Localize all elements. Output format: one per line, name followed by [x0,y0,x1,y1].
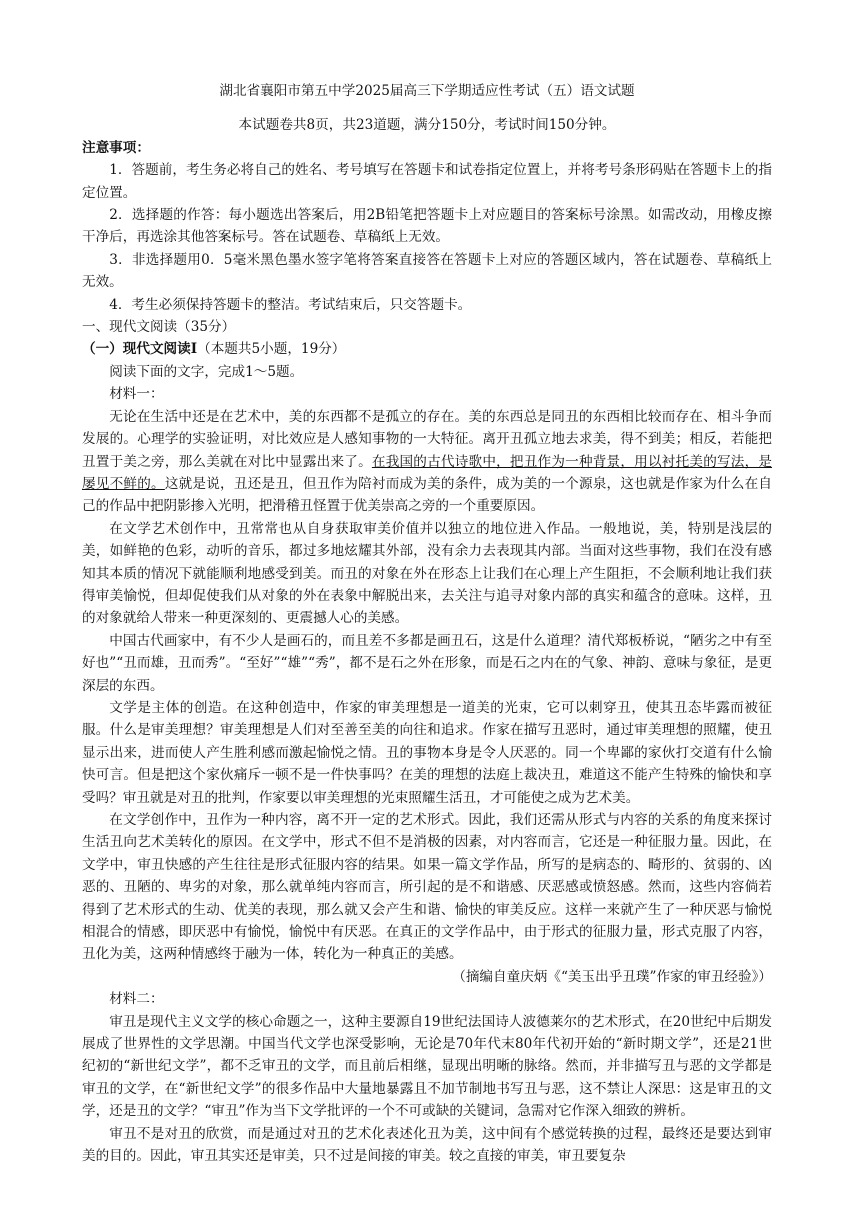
material-1-paragraph-4: 文学是主体的创造。在这种创造中，作家的审美理想是一道美的光束，它可以刺穿丑，使其丑态毕露而被征服。什么是审美理想？审美理想是人们对至善至美的向往和追求。作家在描写丑恶时，通过审美理想的照耀，使丑显示出来，进而使人产生胜利感而激起愉悦之情。丑的事物本身是令人厌恶的。同一个卑鄙的家伙打交道有什么愉快可言。但是把这个家伙痛斥一顿不是一件快事吗？在美的理想的法庭上裁决丑，难道这不能产生特殊的愉快和享受吗？审丑就是对丑的批判，作家要以审美理想的光束照耀生活丑，才可能使之成为艺术美。 [82,699,772,806]
material-1-paragraph-2: 在文学艺术创作中，丑常常也从自身获取审美价值并以独立的地位进入作品。一般地说，美，特别是浅层的美，如鲜艳的色彩，动听的音乐，都过多地炫耀其外部，没有余力去表现其内部。当面对这些事物，我们在没有感知其本质的情况下就能顺利地感受到美。而丑的对象在外在形态上让我们在心理上产生阻拒，不会顺利地让我们获得审美愉悦，但却促使我们从对象的外在表象中解脱出来，去关注与追寻对象内部的真实和蕴含的意味。这样，丑的对象就给人带来一种更深刻的、更震撼人心的美感。 [82,520,772,627]
notice-item-1: 1．答题前，考生务必将自己的姓名、考号填写在答题卡和试卷指定位置上，并将考号条形码贴在答题卡上的指定位置。 [82,162,772,201]
material-1-paragraph-5: 在文学创作中，丑作为一种内容，离不开一定的艺术形式。因此，我们还需从形式与内容的关系的角度来探讨生活丑向艺术美转化的原因。在文学中，形式不但不是消极的因素，对内容而言，它还是一种征服力量。因此，在文学中，审丑快感的产生往往是形式征服内容的结果。如果一篇文学作品，所写的是病态的、畸形的、贫弱的、凶恶的、丑陋的、卑劣的对象，那么就单纯内容而言，所引起的是不和谐感、厌恶感或愤怒感。然而，这些内容倘若得到了艺术形式的生动、优美的表现，那么就又会产生和谐、愉快的审美反应。这样一来就产生了一种厌恶与愉悦相混合的情感，即厌恶中有愉悦，愉悦中有厌恶。在真正的文学作品中，由于形式的征服力量，形式克服了内容，丑化为美，这两种情感终于融为一体，转化为一种真正的美感。 [82,812,772,963]
section-heading: 一、现代文阅读（35分） [82,319,236,336]
subsection-title: （一）现代文阅读Ⅰ [82,341,198,358]
m1-p1-underlined-sentence: 在我国的古代诗歌中，把丑作为一种背景，用以衬托美的写法，是屡见不鲜的。 [82,453,773,492]
notice-item-4: 4．考生必须保持答题卡的整洁。考试结束后，只交答题卡。 [109,296,472,313]
material-2-label: 材料二： [109,991,164,1008]
notice-item-2: 2．选择题的作答：每小题选出答案后，用2B铅笔把答题卡上对应题目的答案标号涂黑。如需改动，用橡皮擦干净后，再选涂其他答案标号。答在试题卷、草稿纸上无效。 [82,207,772,246]
m1-p1-text-b: 这就是说，丑还是丑，但丑作为陪衬而成为美的条件，成为美的一个源泉，这也就是作家为什么在自己的作品中把阴影掺入光明，把滑稽丑怪置于优美崇高之旁的一个重要原因。 [82,475,772,515]
page-title: 湖北省襄阳市第五中学2025届高三下学期适应性考试（五）语文试题 [219,83,635,99]
m1-p1-text-a: 无论在生活中还是在艺术中，美的东西都不是孤立的存在。美的东西总是同丑的东西相比较而存在、相斗争而发展的。心理学的实验证明，对比效应是人感知事物的一大特征。离开丑孤立地去求美，得不到美；相反，若能把丑置于美之旁，那么美就在对比中显露出来了。 [82,408,772,470]
material-2-paragraph-2: 审丑不是对丑的欣赏，而是通过对丑的艺术化表述化丑为美，这中间有个感觉转换的过程，最终还是要达到审美的目的。因此，审丑其实还是审美，只不过是间接的审美。较之直接的审美，审丑要复杂 [82,1125,772,1165]
subsection-score: （本题共5小题，19分） [197,341,346,358]
notice-item-3: 3．非选择题用0．5毫米黑色墨水签字笔将答案直接答在答题卡上对应的答题区域内，答在试题卷、草稿纸上无效。 [82,251,772,291]
material-1-source: （摘编自童庆炳《“美玉出乎丑璞”作家的审丑经验》） [452,968,772,985]
notice-heading: 注意事项： [82,139,150,156]
material-1-label: 材料一： [109,386,164,403]
material-1-paragraph-3: 中国古代画家中，有不少人是画石的，而且差不多都是画丑石，这是什么道理？清代郑板桥说，“陋劣之中有至好也”“丑而雄，丑而秀”。“至好”“雄”“秀”，都不是石之外在形象，而是石之内在的气象、神韵、意味与象征，是更深层的东西。 [82,632,772,694]
exam-info: 本试题卷共8页，共23道题，满分150分，考试时间150分钟。 [238,117,616,134]
material-1-paragraph-1 [82,406,772,518]
reading-instruction: 阅读下面的文字，完成1～5题。 [109,363,304,380]
material-2-paragraph-1: 审丑是现代主义文学的核心命题之一，这种主要源自19世纪法国诗人波德莱尔的艺术形式，在20世纪中后期发展成了世界性的文学思潮。中国当代文学也深受影响，无论是70年代末80年代初开始的“新时期文学”，还是21世纪初的“新世纪文学”，都不乏审丑的文学，而且前后相继，显现出明晰的脉络。然而，并非描写丑与恶的文学都是审丑的文学，在“新世纪文学”的很多作品中大量地暴露且不加节制地书写丑与恶，这不禁让人深思：这是审丑的文学，还是丑的文学？“审丑”作为当下文学批评的一个不可或缺的关键词，急需对它作深入细致的辨析。 [82,1013,772,1120]
subsection-heading [82,338,772,360]
